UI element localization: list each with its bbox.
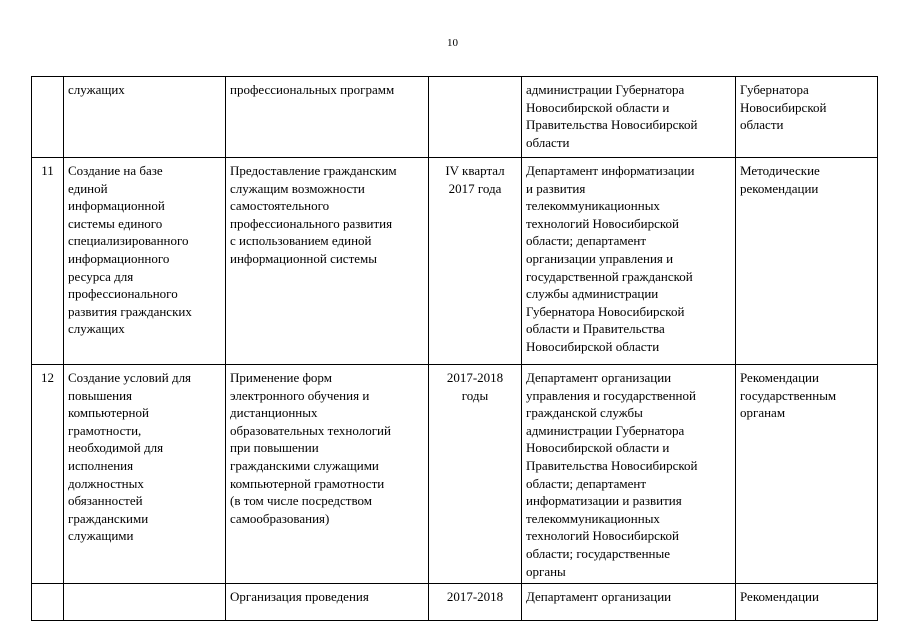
cell-line: Департамент организации bbox=[526, 589, 672, 605]
row-number-cell bbox=[32, 77, 64, 158]
cell-line: государственным bbox=[740, 387, 837, 403]
cell-line: ресурса для bbox=[68, 268, 134, 284]
table-row bbox=[32, 77, 878, 158]
cell-line: Правительства Новосибирской bbox=[526, 117, 698, 133]
cell-line: области; государственные bbox=[526, 545, 671, 561]
term-cell bbox=[429, 584, 522, 621]
cell-line: Организация проведения bbox=[230, 589, 369, 605]
cell-line: годы bbox=[461, 387, 489, 403]
table-row bbox=[32, 365, 878, 584]
cell-line: информационной bbox=[68, 198, 165, 214]
cell-line: Рекомендации bbox=[740, 589, 819, 605]
executors-cell bbox=[522, 584, 736, 621]
cell-line: 2017 года bbox=[448, 180, 502, 196]
cell-line: специализированного bbox=[68, 233, 189, 249]
cell-line: при повышении bbox=[230, 440, 319, 456]
cell-line: гражданскими bbox=[68, 510, 149, 526]
cell-line: Губернатора bbox=[740, 82, 809, 97]
executors-cell bbox=[522, 158, 736, 365]
cell-line: электронного обучения и bbox=[230, 387, 370, 403]
result-cell bbox=[736, 158, 878, 365]
cell-line: компьютерной грамотности bbox=[230, 475, 385, 491]
cell-line: организации управления и bbox=[526, 250, 674, 266]
term-cell bbox=[429, 365, 522, 584]
content-cell bbox=[226, 158, 429, 365]
cell-line: обязанностей bbox=[68, 493, 143, 509]
cell-line: управления и государственной bbox=[526, 387, 696, 403]
cell-line: Предоставление гражданским bbox=[230, 163, 397, 178]
cell-line: служащими bbox=[68, 528, 134, 544]
cell-line: 2017-2018 bbox=[446, 370, 504, 385]
executors-cell bbox=[522, 77, 736, 158]
cell-line: самообразования) bbox=[230, 510, 330, 526]
cell-line: грамотности, bbox=[68, 422, 142, 438]
cell-line: с использованием единой bbox=[230, 233, 372, 249]
cell-line: Департамент организации bbox=[526, 370, 672, 385]
cell-line: области bbox=[526, 134, 570, 150]
row-number-cell: 12 bbox=[32, 365, 64, 584]
cell-line: гражданской службы bbox=[526, 405, 643, 421]
cell-line: рекомендации bbox=[740, 180, 819, 196]
cell-line: информатизации и развития bbox=[526, 493, 682, 509]
cell-line: технологий Новосибирской bbox=[526, 215, 679, 231]
cell-line: служащих bbox=[68, 82, 125, 97]
cell-line: должностных bbox=[68, 475, 144, 491]
cell-line: исполнения bbox=[68, 457, 134, 473]
cell-line: области; департамент bbox=[526, 475, 647, 491]
event-cell bbox=[64, 584, 226, 621]
page-number: 10 bbox=[447, 37, 458, 49]
row-number-cell: 11 bbox=[32, 158, 64, 365]
result-cell bbox=[736, 77, 878, 158]
cell-line: профессионального развития bbox=[230, 215, 393, 231]
cell-line: государственной гражданской bbox=[526, 268, 693, 284]
cell-line: Правительства Новосибирской bbox=[526, 457, 698, 473]
event-cell bbox=[64, 158, 226, 365]
cell-line: органы bbox=[526, 563, 566, 579]
cell-line: Новосибирской области и bbox=[526, 99, 670, 115]
plan-table bbox=[31, 76, 878, 621]
cell-line: Новосибирской области bbox=[526, 338, 660, 354]
cell-line: служащих bbox=[68, 321, 125, 337]
cell-line: технологий Новосибирской bbox=[526, 528, 679, 544]
result-cell bbox=[736, 365, 878, 584]
cell-line: (в том числе посредством bbox=[230, 493, 372, 509]
plan-table-body bbox=[32, 77, 878, 621]
cell-line: области bbox=[740, 117, 784, 133]
cell-line: профессиональных программ bbox=[230, 82, 395, 97]
cell-line: области и Правительства bbox=[526, 321, 665, 337]
term-cell bbox=[429, 158, 522, 365]
cell-line: администрации Губернатора bbox=[526, 422, 685, 438]
cell-line: 2017-2018 bbox=[446, 589, 504, 605]
cell-line: телекоммуникационных bbox=[526, 510, 660, 526]
cell-line: Создание на базе bbox=[68, 163, 163, 178]
cell-line: информационного bbox=[68, 250, 170, 266]
table-row bbox=[32, 158, 878, 365]
cell-line: Новосибирской области и bbox=[526, 440, 670, 456]
cell-line: области; департамент bbox=[526, 233, 647, 249]
table-row bbox=[32, 584, 878, 621]
cell-line: служащим возможности bbox=[230, 180, 365, 196]
cell-line: информационной системы bbox=[230, 250, 377, 266]
cell-line: Создание условий для bbox=[68, 370, 192, 385]
executors-cell bbox=[522, 365, 736, 584]
cell-line: самостоятельного bbox=[230, 198, 330, 214]
cell-line: компьютерной bbox=[68, 405, 149, 421]
cell-line: Рекомендации bbox=[740, 370, 819, 385]
content-cell bbox=[226, 365, 429, 584]
cell-line: системы единого bbox=[68, 215, 163, 231]
cell-line: Применение форм bbox=[230, 370, 332, 385]
cell-line: гражданскими служащими bbox=[230, 457, 379, 473]
cell-line: необходимой для bbox=[68, 440, 164, 456]
cell-line: образовательных технологий bbox=[230, 422, 391, 438]
cell-line: службы администрации bbox=[526, 286, 659, 302]
event-cell bbox=[64, 365, 226, 584]
cell-line: повышения bbox=[68, 387, 133, 403]
cell-line: администрации Губернатора bbox=[526, 82, 685, 97]
cell-line: органам bbox=[740, 405, 786, 421]
cell-line: профессионального bbox=[68, 286, 178, 302]
content-cell bbox=[226, 584, 429, 621]
cell-line: дистанционных bbox=[230, 405, 318, 421]
cell-line: Губернатора Новосибирской bbox=[526, 303, 685, 319]
cell-line: телекоммуникационных bbox=[526, 198, 660, 214]
cell-line: Методические bbox=[740, 163, 820, 178]
event-cell bbox=[64, 77, 226, 158]
content-cell bbox=[226, 77, 429, 158]
row-number-cell bbox=[32, 584, 64, 621]
term-cell bbox=[429, 77, 522, 158]
cell-line: единой bbox=[68, 180, 108, 196]
cell-line: IV квартал bbox=[445, 163, 505, 178]
cell-line: развития гражданских bbox=[68, 303, 192, 319]
result-cell bbox=[736, 584, 878, 621]
cell-line: Новосибирской bbox=[740, 99, 827, 115]
cell-line: и развития bbox=[526, 180, 586, 196]
cell-line: Департамент информатизации bbox=[526, 163, 695, 178]
